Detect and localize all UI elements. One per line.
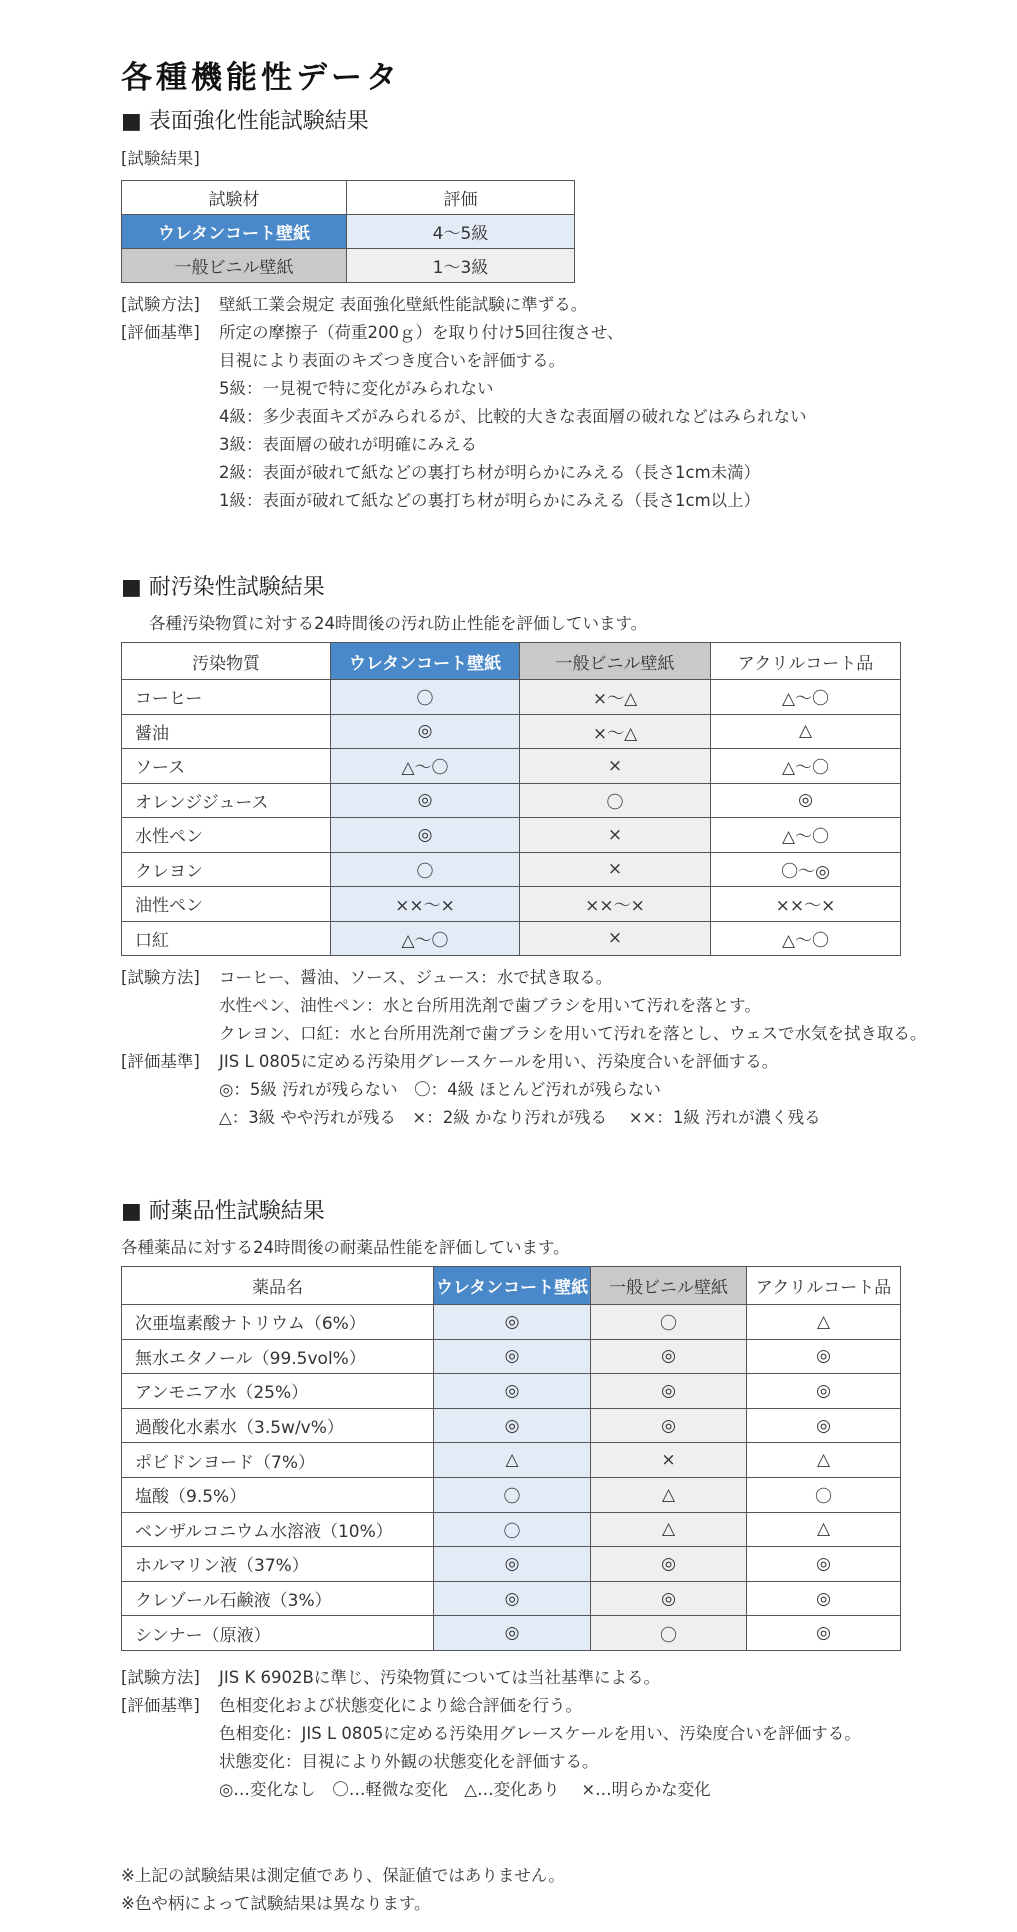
table-cell: ◎ — [434, 1581, 591, 1616]
footnote: ※上記の試験結果は測定値であり、保証値ではありません。 — [121, 1866, 565, 1885]
page-title: 各種機能性データ — [121, 60, 401, 96]
table-cell: 油性ペン — [122, 887, 331, 922]
table-cell: 〇 — [747, 1477, 901, 1512]
method-label: [試験方法] — [121, 1668, 200, 1687]
table-cell: クレゾール石鹸液（3%） — [122, 1581, 434, 1616]
table-cell: △ — [747, 1305, 901, 1340]
method-line: クレヨン、口紅：水と台所用洗剤で歯ブラシを用いて汚れを落とし、ウェスで水気を拭き取る。 — [219, 1024, 927, 1043]
table-cell: コーヒー — [122, 680, 331, 715]
header-vinyl: 一般ビニル壁紙 — [520, 643, 711, 680]
table-cell: ウレタンコート壁紙 — [122, 215, 347, 249]
table-cell: 〇 — [591, 1616, 747, 1651]
criteria-line: 状態変化：目視により外観の状態変化を評価する。 — [219, 1752, 599, 1771]
chemical-table — [121, 1266, 901, 1651]
table-cell: ××～× — [711, 887, 901, 922]
criteria-line: 色相変化および状態変化により総合評価を行う。 — [219, 1696, 582, 1715]
table-cell: 〇～◎ — [711, 852, 901, 887]
table-cell: △～〇 — [331, 921, 520, 956]
table-cell: ◎ — [434, 1374, 591, 1409]
chemical-intro: 各種薬品に対する24時間後の耐薬品性能を評価しています。 — [121, 1238, 570, 1257]
table-cell: 〇 — [434, 1512, 591, 1547]
method-label: [試験方法] — [121, 968, 200, 987]
table-cell: ◎ — [331, 818, 520, 853]
table-cell: △～〇 — [331, 749, 520, 784]
header-material: 試験材 — [122, 181, 347, 215]
criteria-label: [評価基準] — [121, 1696, 200, 1715]
table-cell: 水性ペン — [122, 818, 331, 853]
criteria-line: 2級：表面が破れて紙などの裏打ち材が明らかにみえる（長さ1cm未満） — [219, 463, 761, 482]
table-cell: △ — [747, 1512, 901, 1547]
table-cell: ◎ — [747, 1616, 901, 1651]
criteria-line: ◎：5級 汚れが残らない 〇：4級 ほとんど汚れが残らない — [219, 1080, 661, 1099]
method-label: [試験方法] — [121, 295, 200, 314]
table-cell: × — [520, 852, 711, 887]
table-cell: 過酸化水素水（3.5w/v%） — [122, 1408, 434, 1443]
criteria-line: 色相変化：JIS L 0805に定める汚染用グレースケールを用い、汚染度合いを評価する。 — [219, 1724, 861, 1743]
table-cell: △～〇 — [711, 818, 901, 853]
table-cell: △ — [747, 1443, 901, 1478]
table-cell: × — [591, 1443, 747, 1478]
table-cell: 〇 — [331, 680, 520, 715]
table-cell: ◎ — [331, 714, 520, 749]
table-cell: 一般ビニル壁紙 — [122, 249, 347, 283]
table-cell: シンナー（原液） — [122, 1616, 434, 1651]
table-cell: 口紅 — [122, 921, 331, 956]
table-cell: ×～△ — [520, 680, 711, 715]
stain-table — [121, 642, 901, 956]
table-cell: △～〇 — [711, 921, 901, 956]
section-heading-chemical: ■ 耐薬品性試験結果 — [121, 1199, 325, 1224]
table-cell: × — [520, 921, 711, 956]
table-cell: ◎ — [747, 1547, 901, 1582]
criteria-line: 3級：表面層の破れが明確にみえる — [219, 435, 477, 454]
table-cell: ◎ — [591, 1547, 747, 1582]
header-acrylic: アクリルコート品 — [747, 1267, 901, 1305]
table-cell: オレンジジュース — [122, 783, 331, 818]
table-cell: ◎ — [434, 1547, 591, 1582]
table-cell: △ — [434, 1443, 591, 1478]
header-acrylic: アクリルコート品 — [711, 643, 901, 680]
table-cell: 塩酸（9.5%） — [122, 1477, 434, 1512]
section-heading-stain: ■ 耐汚染性試験結果 — [121, 575, 325, 600]
table-cell: × — [520, 818, 711, 853]
table-cell: ◎ — [591, 1339, 747, 1374]
table-cell: ◎ — [434, 1616, 591, 1651]
table-cell: ポビドンヨード（7%） — [122, 1443, 434, 1478]
table-cell: ◎ — [434, 1305, 591, 1340]
header-rating: 評価 — [347, 181, 575, 215]
table-cell: △ — [711, 714, 901, 749]
table-cell: △ — [591, 1512, 747, 1547]
criteria-line: 4級：多少表面キズがみられるが、比較的大きな表面層の破れなどはみられない — [219, 407, 807, 426]
table-cell: ◎ — [711, 783, 901, 818]
table-cell: ◎ — [331, 783, 520, 818]
criteria-label: [評価基準] — [121, 323, 200, 342]
criteria-line: 所定の摩擦子（荷重200ｇ）を取り付け5回往復させ、 — [219, 323, 624, 342]
table-cell: 1～3級 — [347, 249, 575, 283]
header-substance: 汚染物質 — [122, 643, 331, 680]
table-cell: 無水エタノール（99.5vol%） — [122, 1339, 434, 1374]
table-cell: ◎ — [747, 1339, 901, 1374]
table-cell: ××～× — [331, 887, 520, 922]
stain-intro: 各種汚染物質に対する24時間後の汚れ防止性能を評価しています。 — [149, 614, 648, 633]
table-cell: ◎ — [747, 1581, 901, 1616]
table-cell: ◎ — [747, 1374, 901, 1409]
header-chemical: 薬品名 — [122, 1267, 434, 1305]
section-heading-surface: ■ 表面強化性能試験結果 — [121, 109, 369, 134]
table-cell: ◎ — [591, 1581, 747, 1616]
header-urethane: ウレタンコート壁紙 — [434, 1267, 591, 1305]
criteria-label: [評価基準] — [121, 1052, 200, 1071]
results-label: [試験結果] — [121, 149, 200, 168]
table-cell: 醤油 — [122, 714, 331, 749]
table-cell: × — [520, 749, 711, 784]
table-cell: ◎ — [434, 1339, 591, 1374]
footnote: ※色や柄によって試験結果は異なります。 — [121, 1894, 431, 1913]
table-cell: △～〇 — [711, 680, 901, 715]
criteria-line: JIS L 0805に定める汚染用グレースケールを用い、汚染度合いを評価する。 — [219, 1052, 779, 1071]
table-cell: 〇 — [434, 1477, 591, 1512]
table-cell: アンモニア水（25%） — [122, 1374, 434, 1409]
table-cell: 〇 — [591, 1305, 747, 1340]
surface-table — [121, 180, 575, 283]
table-cell: 〇 — [331, 852, 520, 887]
method-line: コーヒー、醤油、ソース、ジュース：水で拭き取る。 — [219, 968, 613, 987]
table-cell: ◎ — [591, 1374, 747, 1409]
method-line: 水性ペン、油性ペン：水と台所用洗剤で歯ブラシを用いて汚れを落とす。 — [219, 996, 761, 1015]
table-cell: 4～5級 — [347, 215, 575, 249]
table-cell: △ — [591, 1477, 747, 1512]
method-text: 壁紙工業会規定 表面強化壁紙性能試験に準ずる。 — [219, 295, 588, 314]
table-cell: ベンザルコニウム水溶液（10%） — [122, 1512, 434, 1547]
table-cell: 次亜塩素酸ナトリウム（6%） — [122, 1305, 434, 1340]
table-cell: ◎ — [591, 1408, 747, 1443]
table-cell: クレヨン — [122, 852, 331, 887]
table-cell: ××～× — [520, 887, 711, 922]
criteria-line: 1級：表面が破れて紙などの裏打ち材が明らかにみえる（長さ1cm以上） — [219, 491, 761, 510]
table-cell: ×～△ — [520, 714, 711, 749]
table-cell: ◎ — [747, 1408, 901, 1443]
table-cell: ソース — [122, 749, 331, 784]
header-vinyl: 一般ビニル壁紙 — [591, 1267, 747, 1305]
criteria-line: △：3級 やや汚れが残る ×：2級 かなり汚れが残る ××：1級 汚れが濃く残る — [219, 1108, 821, 1127]
table-cell: △～〇 — [711, 749, 901, 784]
criteria-line: 目視により表面のキズつき度合いを評価する。 — [219, 351, 566, 370]
table-cell: ◎ — [434, 1408, 591, 1443]
table-cell: ホルマリン液（37%） — [122, 1547, 434, 1582]
criteria-line: 5級：一見視で特に変化がみられない — [219, 379, 494, 398]
criteria-line: ◎…変化なし 〇…軽微な変化 △…変化あり ×…明らかな変化 — [219, 1780, 711, 1799]
method-text: JIS K 6902Bに準じ、汚染物質については当社基準による。 — [219, 1668, 660, 1687]
header-urethane: ウレタンコート壁紙 — [331, 643, 520, 680]
table-cell: 〇 — [520, 783, 711, 818]
